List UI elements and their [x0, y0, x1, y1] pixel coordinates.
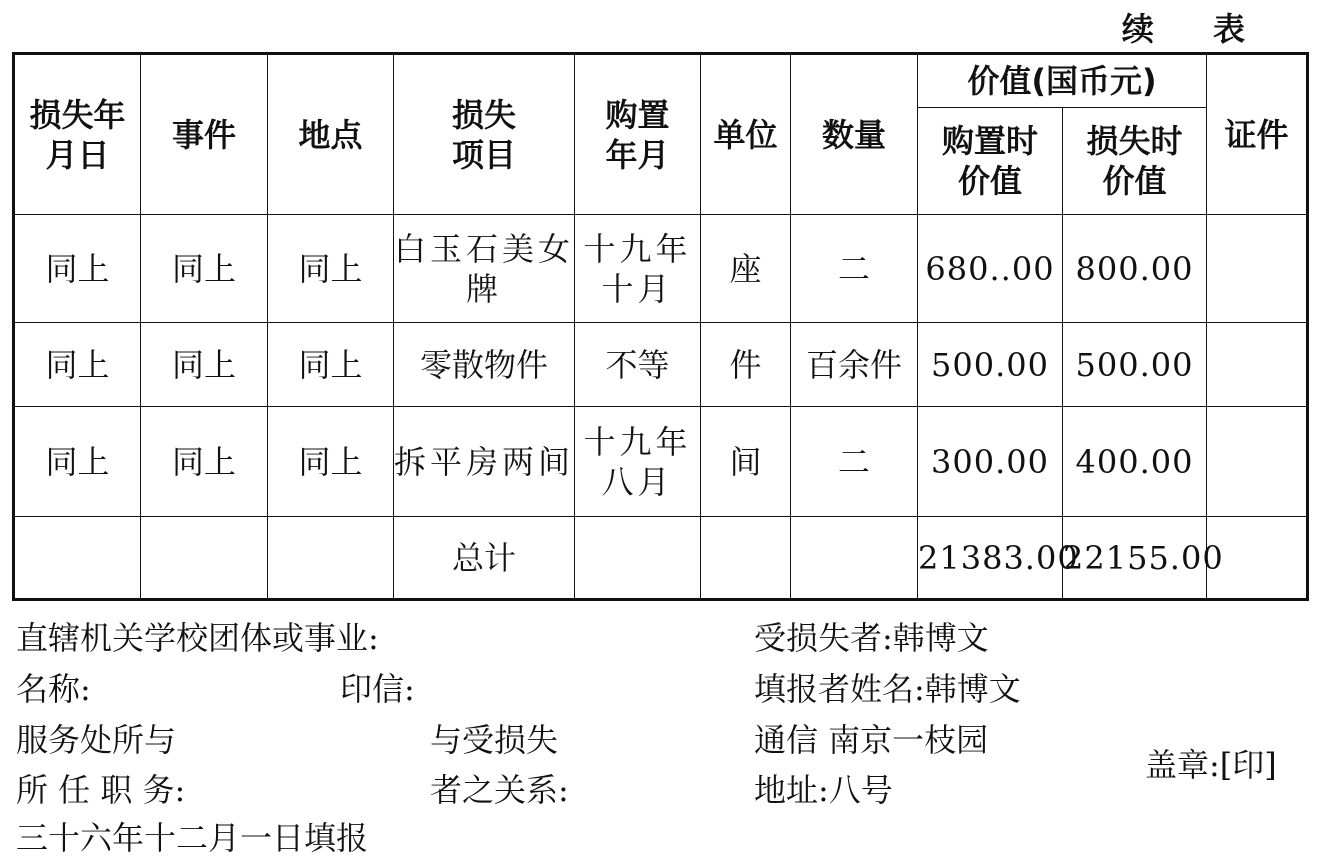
footer-relation-label-2: 者之关系: — [430, 771, 569, 809]
cell-value-loss: 800.00 — [1063, 215, 1207, 323]
cell-place: 同上 — [268, 323, 394, 407]
footer-office-label: 服务处所与 — [16, 721, 177, 759]
total-row — [14, 517, 1308, 600]
total-label: 总计 — [394, 517, 575, 600]
cell-certificate — [1207, 215, 1308, 323]
footer-date: 三十六年十二月一日填报 — [16, 819, 369, 857]
cell-unit: 座 — [701, 215, 791, 323]
header-quantity: 数量 — [791, 54, 918, 215]
cell-quantity: 二 — [791, 407, 918, 517]
cell-event: 同上 — [141, 215, 268, 323]
cell-unit: 件 — [701, 323, 791, 407]
cell-item: 零散物件 — [394, 323, 575, 407]
header-item: 损失 项目 — [394, 54, 575, 215]
cell-value-purchase: 680..00 — [918, 215, 1063, 323]
cell-loss-date: 同上 — [14, 407, 141, 517]
footer-address-1: 通信 南京一枝园 — [754, 721, 989, 759]
header-value-purchase: 购置时 价值 — [918, 108, 1063, 215]
table-row — [14, 407, 1308, 517]
loss-table — [12, 52, 1309, 601]
header-loss-date: 损失年 月日 — [14, 54, 141, 215]
cell-item: 拆平房两间 — [394, 407, 575, 517]
cell-purchase-date: 不等 — [575, 323, 701, 407]
cell-quantity: 百余件 — [791, 323, 918, 407]
cell-item: 白玉石美女牌 — [394, 215, 575, 323]
cell-certificate — [1207, 407, 1308, 517]
footer-seal-label: 印信: — [340, 670, 415, 708]
cell-loss-date: 同上 — [14, 323, 141, 407]
footer-name-label: 名称: — [16, 670, 91, 708]
cell-unit: 间 — [701, 407, 791, 517]
cell-event: 同上 — [141, 407, 268, 517]
cell-event: 同上 — [141, 323, 268, 407]
footer-org-label: 直辖机关学校团体或事业: — [16, 619, 379, 657]
header-event: 事件 — [141, 54, 268, 215]
cell-value-loss: 400.00 — [1063, 407, 1207, 517]
cell-value-loss: 500.00 — [1063, 323, 1207, 407]
table-row — [14, 215, 1308, 323]
total-value-purchase: 21383.00 — [918, 517, 1063, 600]
table-row — [14, 323, 1308, 407]
footer-relation-label-1: 与受损失 — [430, 721, 559, 759]
header-value-loss: 损失时 价值 — [1063, 108, 1207, 215]
footer-address-2: 地址:八号 — [754, 771, 893, 809]
footer-stamp: 盖章:[印] — [1145, 746, 1277, 784]
cell-purchase-date: 十九年八月 — [575, 407, 701, 517]
header-certificate: 证件 — [1207, 54, 1308, 215]
footer-reporter: 填报者姓名:韩博文 — [754, 670, 1021, 708]
total-value-loss: 22155.00 — [1063, 517, 1207, 600]
cell-place: 同上 — [268, 215, 394, 323]
cell-value-purchase: 300.00 — [918, 407, 1063, 517]
header-row — [14, 54, 1308, 108]
cell-quantity: 二 — [791, 215, 918, 323]
cell-certificate — [1207, 323, 1308, 407]
cell-value-purchase: 500.00 — [918, 323, 1063, 407]
cell-purchase-date: 十九年十月 — [575, 215, 701, 323]
header-place: 地点 — [268, 54, 394, 215]
cell-place: 同上 — [268, 407, 394, 517]
continued-label: 续 表 — [1121, 10, 1269, 48]
footer-position-label: 所 任 职 务: — [16, 771, 186, 809]
footer-victim: 受损失者:韩博文 — [754, 619, 989, 657]
header-unit: 单位 — [701, 54, 791, 215]
header-purchase-date: 购置 年月 — [575, 54, 701, 215]
header-value-group: 价值(国币元) — [918, 54, 1207, 108]
cell-loss-date: 同上 — [14, 215, 141, 323]
